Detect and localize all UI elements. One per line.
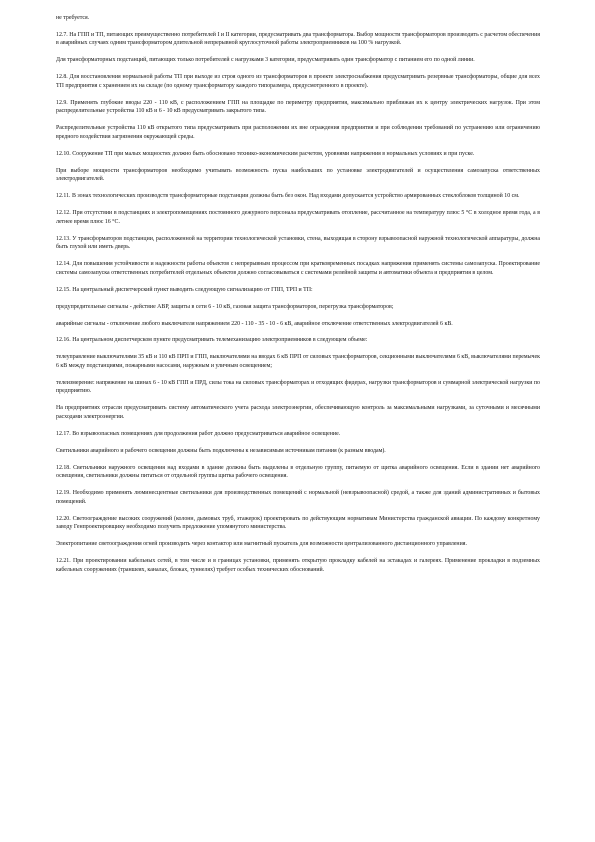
paragraph-12-15-alarms: аварийные сигналы - отключение любого выключателя напряжением 220 - 110 - 35 - 10 - 6 кВ, аварийное отключение ответственных электродвигателей 6 кВ.	[56, 320, 453, 327]
paragraph-12-8: 12.8. Для восстановления нормальной работы ТП при выходе из строя одного из трансформаторов в проекте электроснабжения предусматривать резервные трансформаторы, общие для всех ТП предприятия с хранением их на складе (по одному трансформатору каждого типоразмера, предусмотренного в проекте).	[56, 74, 540, 89]
paragraph-12-20-note: Электропитание светоограждения огней производить через контактор или магнитный пускатель для возможности централизованного дистанционного управления.	[56, 541, 467, 548]
paragraph-12-14: 12.14. Для повышения устойчивости и надежности работы объектов с непрерывным процессом при кратковременных посадках напряжения применять системы самозапуска. Проектирование системы самозапуска ответственных потребителей отдельных объектов должно согласовываться с системами релейной защиты и автоматики объекта и предприятия в целом.	[56, 261, 540, 276]
paragraph-12-20: 12.20. Светоограждение высоких сооружений (колонн, дымовых труб, этажерок) проектировать по действующим нормативам Министерства гражданской авиации. По каждому конкретному заводу Генпроектировщику необходимо получить предложение упомянутого министерства.	[56, 515, 540, 531]
paragraph-12-19: 12.19. Необходимо применять люминесцентные светильники для производственных помещений с нормальной (невзрывоопасной) средой, а также для зданий административных и бытовых помещений.	[56, 490, 540, 505]
paragraph-12-16-metering: На предприятиях отрасли предусматривать систему автоматического учета расхода электроэнергии, обеспечивающую контроль за максимальными нагрузками, за суточными и месячными расходами электроэнергии.	[56, 405, 540, 420]
paragraph-12-10-note: При выборе мощности трансформаторов необходимо учитывать возможность пуска наибольших по установке электродвигателей и осуществления самозапуска ответственных электродвигателей.	[56, 167, 540, 183]
paragraph-12-15-warnings: предупредительные сигналы - действие АВР, защиты в сети 6 - 10 кВ, газовая защита трансформаторов, перегрузка трансформаторов;	[56, 303, 394, 310]
paragraph-12-17-note: Светильники аварийного и рабочего освещения должны быть подключены к независимым источникам питания (к разным вводам).	[56, 447, 386, 454]
paragraph-12-7-note: Для трансформаторных подстанций, питающих только потребителей с нагрузками 3 категории, предусматривать один трансформатор с питанием его по одной линии.	[56, 57, 475, 64]
paragraph-12-9-note: Распределительные устройства 110 кВ открытого типа предусматривать при расположении их вне ограждения предприятия и при соблюдении требований по устранению или ограничению вредного воздействия загрязнения окружающей среды.	[56, 125, 540, 140]
paragraph-12-7: 12.7. На ГПП и ТП, питающих преимущественно потребителей I и II категории, предусматривать два трансформатора. Выбор мощности трансформаторов производить с расчетом обеспечения в аварийных случаях одним трансформатором длительной непрерывной круглосуточной работы электроприемников на 100 % нагрузкой.	[56, 31, 540, 47]
document-page	[56, 14, 540, 583]
paragraph-12-9: 12.9. Применять глубокие вводы 220 - 110 кВ, с расположением ГПП на площадке по периметру предприятия, максимально приближая их к центру электрических нагрузок. При этом распределительные устройства 110 кВ и 6 - 10 кВ предусматривать закрытого типа.	[56, 99, 540, 115]
paragraph-12-16: 12.16. На центральном диспетчерском пункте предусматривать телемеханизацию электроприемников в следующем объеме:	[56, 337, 368, 344]
paragraph-12-18: 12.18. Светильники наружного освещения над входами в здание должны быть выделены в отдельную группу, питаемую от щитка аварийного освещения. Если в здании нет аварийного освещения, светильники должны питаться от отдельной группы щитка рабочего освещения.	[56, 464, 540, 480]
paragraph-continuation: не требуется.	[56, 15, 90, 21]
paragraph-12-15: 12.15. На центральный диспетчерский пункт выводить следующую сигнализацию от ГПП, ТРП и ТП:	[56, 286, 313, 293]
paragraph-12-16-telemetry: телеизмерение: напряжение на шинах 6 - 10 кВ ГПП и ПРД, силы тока на силовых трансформаторах и отходящих фидерах, нагрузки трансформаторов и суммарной электрической нагрузки по предприятию.	[56, 379, 540, 395]
paragraph-12-21: 12.21. При проектировании кабельных сетей, в том числе и в границах установки, применять открытую прокладку кабелей на эстакадах и галереях. Применение прокладки в подземных кабельных сооружениях (траншеях, каналах, блоках, туннелях) требует особых технических обоснований.	[56, 558, 540, 573]
paragraph-12-11: 12.11. В зонах технологических производств трансформаторные подстанции должны быть без окон. Над входами допускается устройство армированных стеклоблоков толщиной 10 см.	[56, 193, 520, 200]
paragraph-12-10: 12.10. Сооружение ТП при малых мощностях должно быть обосновано технико-экономическим расчетом, уровнями напряжения в нормальных условиях и при пуске.	[56, 150, 475, 157]
paragraph-12-13: 12.13. У трансформаторов подстанции, расположенной на территории технологической установки, стена, выходящая в сторону взрывоопасной наружной технологической аппаратуры, должна быть глухой или иметь дверь.	[56, 235, 540, 251]
paragraph-12-12: 12.12. При отсутствии в подстанциях и электропомещениях постоянного дежурного персонала предусматривать отопление, рассчитанное на температуру плюс 5 °С в холодное время года, а в летнее время плюс 16 °С.	[56, 210, 540, 225]
paragraph-12-16-telecontrol: телеуправление выключателями 35 кВ и 110 кВ ПРП и ГПП, выключателями на вводах 6 кВ ПРП от силовых трансформаторов, секционными выключателями 6 кВ, выключателями перемычек 6 кВ между подстанциями, пожарными насосами, наружным и уличным освещением;	[56, 354, 540, 369]
paragraph-12-17: 12.17. Во взрывоопасных помещениях для продолжения работ должно предусматриваться аварийное освещение.	[56, 430, 341, 437]
